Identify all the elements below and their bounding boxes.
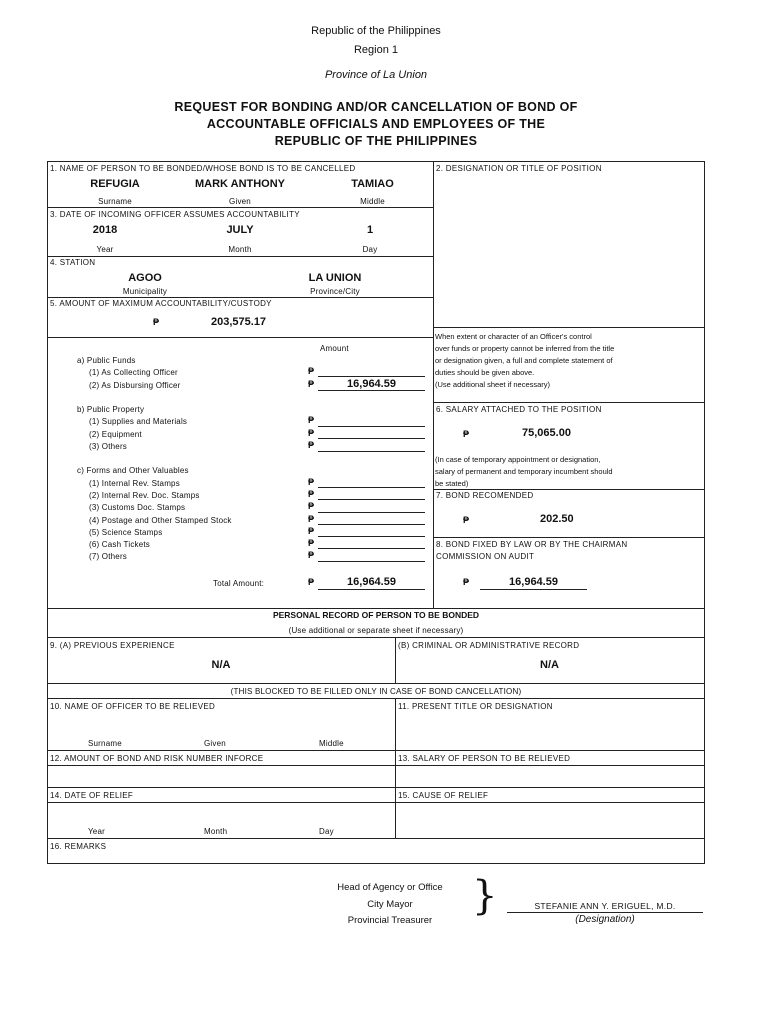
peso-sign: ₱ xyxy=(308,415,315,425)
peso-sign: ₱ xyxy=(308,428,315,438)
province-value: LA UNION xyxy=(308,272,362,284)
bond-fixed-amount: 16,964.59 xyxy=(509,576,558,588)
cause-of-relief-label: 15. CAUSE OF RELIEF xyxy=(398,791,489,800)
section2-note-2: over funds or property cannot be inferred from the title xyxy=(435,344,615,353)
cash-label: (6) Cash Tickets xyxy=(89,540,150,549)
peso-sign: ₱ xyxy=(463,515,470,525)
year-value: 2018 xyxy=(92,224,118,236)
relief-month-label: Month xyxy=(204,827,228,836)
header-republic: Republic of the Philippines xyxy=(311,25,441,37)
peso-sign: ₱ xyxy=(308,366,315,376)
public-funds-label: a) Public Funds xyxy=(77,356,136,365)
irds-label: (2) Internal Rev. Doc. Stamps xyxy=(89,491,200,500)
section6-note-1: (In case of temporary appointment or designation, xyxy=(435,455,601,464)
peso-sign: ₱ xyxy=(308,514,315,524)
section3-label: 3. DATE OF INCOMING OFFICER ASSUMES ACCOUNTABILITY xyxy=(50,210,300,219)
relieved-surname-label: Surname xyxy=(88,739,122,748)
province-label: Province/City xyxy=(310,287,360,296)
section2-label: 2. DESIGNATION OR TITLE OF POSITION xyxy=(436,164,602,173)
experience-value: N/A xyxy=(211,659,231,671)
peso-sign: ₱ xyxy=(463,577,470,587)
section2-note-1: When extent or character of an Officer's control xyxy=(435,332,592,341)
section2-note-3: or designation given, a full and complete statement of xyxy=(435,356,613,365)
section4-label: 4. STATION xyxy=(50,258,96,267)
section8-label-1: 8. BOND FIXED BY LAW OR BY THE CHAIRMAN xyxy=(436,540,628,549)
total-amount-label: Total Amount: xyxy=(213,579,265,588)
section7-label: 7. BOND RECOMENDED xyxy=(436,491,534,500)
criminal-record-value: N/A xyxy=(540,659,559,671)
signatory-line1: Head of Agency or Office xyxy=(337,882,443,893)
section6-note-2: salary of permanent and temporary incumbent should xyxy=(435,467,613,476)
peso-sign: ₱ xyxy=(308,501,315,511)
science-label: (5) Science Stamps xyxy=(89,528,163,537)
date-of-relief-label: 14. DATE OF RELIEF xyxy=(50,791,134,800)
signatory-name: STEFANIE ANN Y. ERIGUEL, M.D. xyxy=(534,901,676,911)
cancellation-note: (THIS BLOCKED TO BE FILLED ONLY IN CASE OF BOND CANCELLATION) xyxy=(230,687,522,696)
relieved-given-label: Given xyxy=(204,739,226,748)
middle-label: Middle xyxy=(360,197,385,206)
section2-note-4: duties should be given above. xyxy=(435,368,535,377)
peso-sign: ₱ xyxy=(463,429,470,439)
designation-label: (Designation) xyxy=(575,914,635,925)
customs-label: (3) Customs Doc. Stamps xyxy=(89,503,186,512)
criminal-record-label: (B) CRIMINAL OR ADMINISTRATIVE RECORD xyxy=(398,641,580,650)
relief-year-label: Year xyxy=(88,827,105,836)
bond-recommended-amount: 202.50 xyxy=(540,513,574,525)
form-title-line1: REQUEST FOR BONDING AND/OR CANCELLATION OF BOND OF xyxy=(174,100,578,114)
personal-record-title: PERSONAL RECORD OF PERSON TO BE BONDED xyxy=(272,610,480,620)
form-title-line2: ACCOUNTABLE OFFICIALS AND EMPLOYEES OF THE xyxy=(206,117,546,131)
peso-sign: ₱ xyxy=(308,489,315,499)
remarks-label: 16. REMARKS xyxy=(50,842,107,851)
salary-amount: 75,065.00 xyxy=(522,427,571,439)
max-accountability-amount: 203,575.17 xyxy=(211,316,267,328)
peso-sign: ₱ xyxy=(308,577,315,587)
middle-name-value: TAMIAO xyxy=(351,178,394,190)
postage-label: (4) Postage and Other Stamped Stock xyxy=(89,516,232,525)
month-value: JULY xyxy=(226,224,254,236)
collecting-officer-label: (1) As Collecting Officer xyxy=(89,368,178,377)
brace-symbol: } xyxy=(472,873,498,919)
present-title-label: 11. PRESENT TITLE OR DESIGNATION xyxy=(398,702,553,711)
surname-label: Surname xyxy=(98,197,132,206)
salary-relieved-label: 13. SALARY OF PERSON TO BE RELIEVED xyxy=(398,754,571,763)
experience-label: 9. (A) PREVIOUS EXPERIENCE xyxy=(50,641,175,650)
others-c-label: (7) Others xyxy=(89,552,128,561)
relief-day-label: Day xyxy=(319,827,334,836)
peso-sign: ₱ xyxy=(308,550,315,560)
section6-label: 6. SALARY ATTACHED TO THE POSITION xyxy=(436,405,602,414)
public-property-label: b) Public Property xyxy=(77,405,145,414)
day-label: Day xyxy=(362,245,378,254)
peso-sign: ₱ xyxy=(308,538,315,548)
supplies-label: (1) Supplies and Materials xyxy=(89,417,188,426)
officer-relieved-label: 10. NAME OF OFFICER TO BE RELIEVED xyxy=(50,702,216,711)
municipality-value: AGOO xyxy=(128,272,162,284)
peso-sign: ₱ xyxy=(308,440,315,450)
section6-note-3: be stated) xyxy=(435,479,469,488)
peso-sign: ₱ xyxy=(308,379,315,389)
month-label: Month xyxy=(228,245,252,254)
section8-label-2: COMMISSION ON AUDIT xyxy=(436,552,535,561)
section5-label: 5. AMOUNT OF MAXIMUM ACCOUNTABILITY/CUSTODY xyxy=(50,299,272,308)
personal-record-subtitle: (Use additional or separate sheet if necessary) xyxy=(288,626,464,635)
equipment-label: (2) Equipment xyxy=(89,430,142,439)
form-title-line3: REPUBLIC OF THE PHILIPPINES xyxy=(274,134,478,148)
total-amount-value: 16,964.59 xyxy=(347,576,396,588)
disbursing-amount: 16,964.59 xyxy=(347,378,396,390)
given-name-value: MARK ANTHONY xyxy=(194,178,286,190)
given-label: Given xyxy=(229,197,251,206)
header-province: Province of La Union xyxy=(324,69,428,81)
year-label: Year xyxy=(96,245,114,254)
amount-header: Amount xyxy=(320,344,349,353)
relieved-middle-label: Middle xyxy=(319,739,344,748)
signatory-line3: Provincial Treasurer xyxy=(347,915,433,926)
municipality-label: Municipality xyxy=(122,287,168,296)
header-region: Region 1 xyxy=(353,44,399,56)
signatory-line2: City Mayor xyxy=(367,899,413,910)
others-b-label: (3) Others xyxy=(89,442,128,451)
section2-note-5: (Use additional sheet if necessary) xyxy=(435,380,551,389)
irs-label: (1) Internal Rev. Stamps xyxy=(89,479,180,488)
peso-sign: ₱ xyxy=(308,477,315,487)
surname-value: REFUGIA xyxy=(90,178,140,190)
forms-label: c) Forms and Other Valuables xyxy=(77,466,189,475)
peso-sign: ₱ xyxy=(308,526,315,536)
section1-label: 1. NAME OF PERSON TO BE BONDED/WHOSE BOND IS TO BE CANCELLED xyxy=(50,164,356,173)
bond-amount-label: 12. AMOUNT OF BOND AND RISK NUMBER INFORCE xyxy=(50,754,264,763)
peso-sign: ₱ xyxy=(153,317,160,327)
day-value: 1 xyxy=(366,224,374,236)
disbursing-officer-label: (2) As Disbursing Officer xyxy=(89,381,181,390)
